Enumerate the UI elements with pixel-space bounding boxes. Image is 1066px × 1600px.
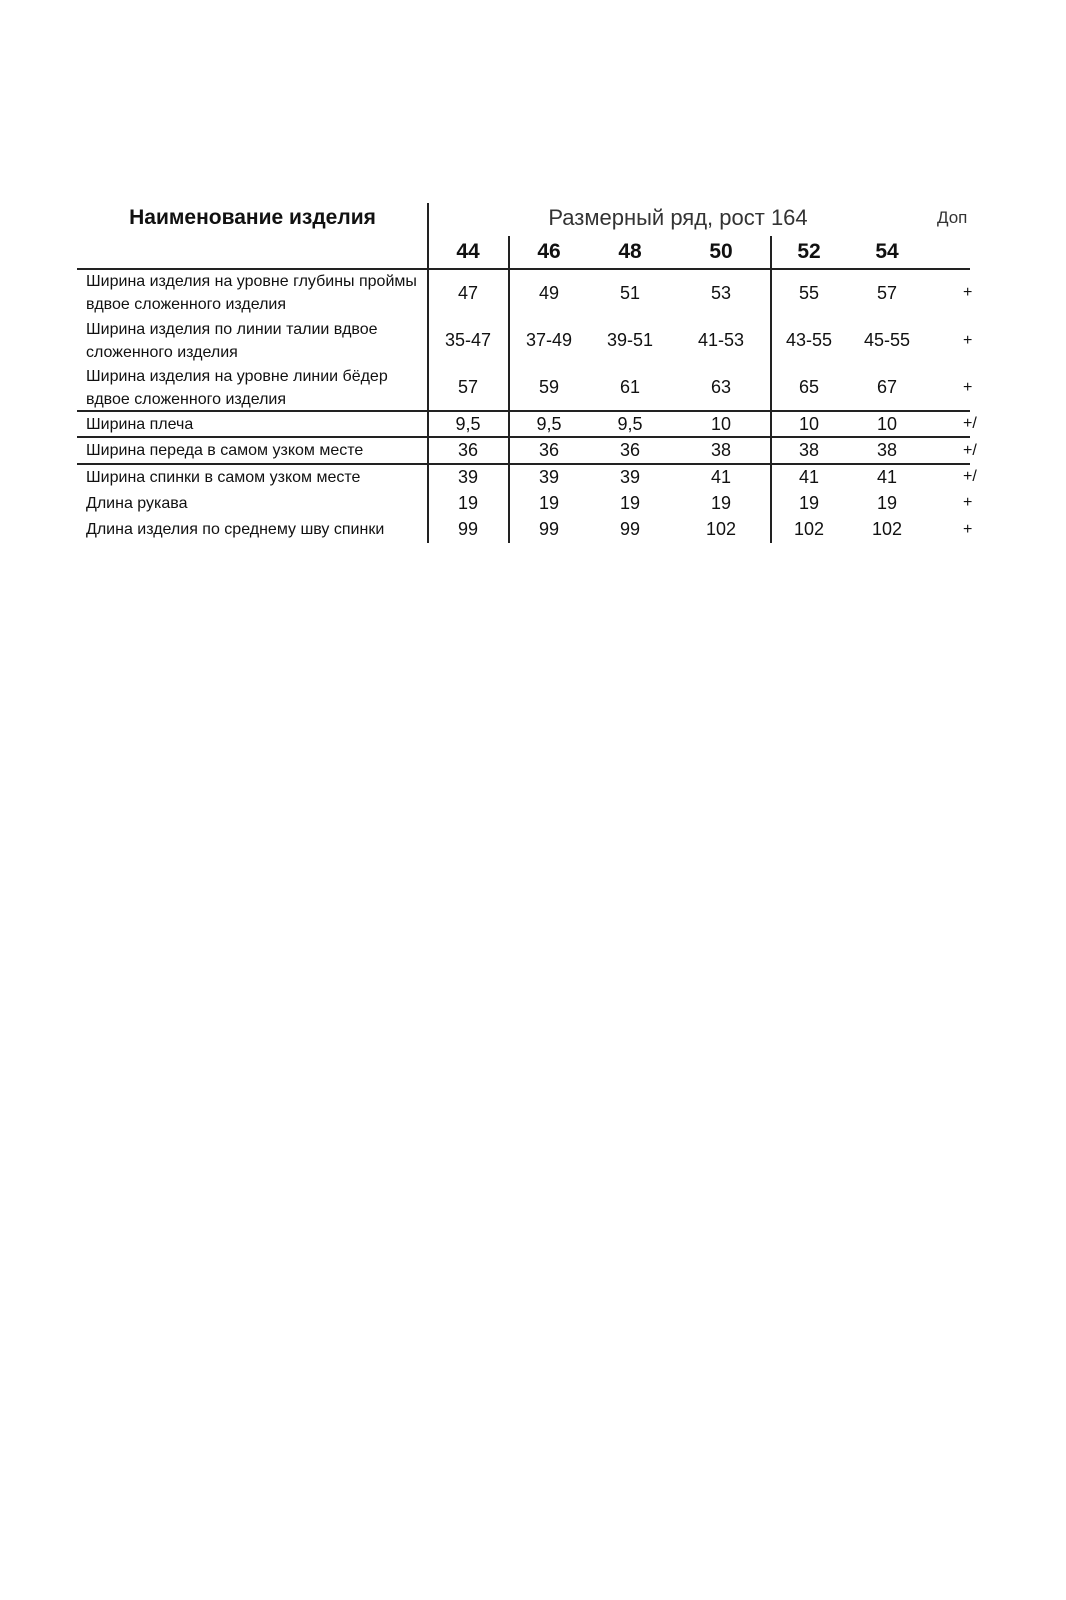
size-header: 48 bbox=[618, 240, 642, 263]
table-cell: 9,5 bbox=[617, 414, 643, 434]
table-cell: 53 bbox=[710, 283, 732, 303]
table-cell: 39-51 bbox=[606, 330, 654, 350]
column-divider bbox=[508, 236, 510, 543]
table-cell: 43-55 bbox=[785, 330, 833, 350]
extra-cell: + bbox=[963, 379, 973, 396]
extra-cell: +/ bbox=[963, 468, 977, 485]
table-cell: 51 bbox=[619, 283, 641, 303]
table-cell: 38 bbox=[798, 440, 820, 460]
table-cell: 57 bbox=[876, 283, 898, 303]
table-cell: 39 bbox=[457, 467, 479, 487]
table-cell: 9,5 bbox=[536, 414, 562, 434]
extra-cell: + bbox=[963, 521, 973, 538]
extra-cell: + bbox=[963, 284, 973, 301]
table-cell: 10 bbox=[798, 414, 820, 434]
row-label: Длина изделия по среднему шву спинки bbox=[86, 521, 385, 538]
row-divider bbox=[77, 436, 970, 438]
size-header: 52 bbox=[797, 240, 821, 263]
table-cell: 10 bbox=[876, 414, 898, 434]
table-cell: 35-47 bbox=[444, 330, 492, 350]
table-cell: 49 bbox=[538, 283, 560, 303]
row-label: Ширина спинки в самом узком месте bbox=[86, 469, 361, 486]
extra-column-header: Доп bbox=[937, 208, 968, 227]
table-title: Наименование изделия bbox=[129, 206, 376, 229]
table-cell: 41-53 bbox=[697, 330, 745, 350]
table-cell: 19 bbox=[798, 493, 820, 513]
table-cell: 41 bbox=[876, 467, 898, 487]
table-cell: 45-55 bbox=[863, 330, 911, 350]
table-cell: 19 bbox=[619, 493, 641, 513]
size-header: 54 bbox=[875, 240, 899, 263]
table-cell: 10 bbox=[710, 414, 732, 434]
row-divider bbox=[77, 410, 970, 412]
table-cell: 38 bbox=[876, 440, 898, 460]
row-label: Ширина изделия на уровне линии бёдер вдвое сложенного изделия bbox=[86, 368, 388, 408]
table-cell: 19 bbox=[538, 493, 560, 513]
table-cell: 41 bbox=[710, 467, 732, 487]
table-cell: 102 bbox=[705, 519, 737, 539]
table-cell: 19 bbox=[457, 493, 479, 513]
row-label: Ширина плеча bbox=[86, 416, 194, 433]
table-cell: 63 bbox=[710, 377, 732, 397]
table-cell: 36 bbox=[538, 440, 560, 460]
column-divider bbox=[427, 203, 429, 543]
table-cell: 99 bbox=[619, 519, 641, 539]
table-cell: 59 bbox=[538, 377, 560, 397]
table-cell: 47 bbox=[457, 283, 479, 303]
table-cell: 55 bbox=[798, 283, 820, 303]
table-cell: 36 bbox=[619, 440, 641, 460]
table-cell: 67 bbox=[876, 377, 898, 397]
row-label: Ширина изделия по линии талии вдвое сложенного изделия bbox=[86, 321, 378, 361]
table-cell: 102 bbox=[871, 519, 903, 539]
column-divider bbox=[770, 236, 772, 543]
table-cell: 19 bbox=[876, 493, 898, 513]
extra-cell: + bbox=[963, 494, 973, 511]
table-cell: 39 bbox=[538, 467, 560, 487]
table-cell: 38 bbox=[710, 440, 732, 460]
table-cell: 19 bbox=[710, 493, 732, 513]
size-header: 50 bbox=[709, 240, 733, 263]
extra-cell: + bbox=[963, 332, 973, 349]
table-cell: 99 bbox=[538, 519, 560, 539]
size-header: 44 bbox=[456, 240, 480, 263]
size-chart-table bbox=[77, 203, 977, 543]
row-label: Ширина изделия на уровне глубины проймы вдвое сложенного изделия bbox=[86, 273, 417, 313]
size-header: 46 bbox=[537, 240, 561, 263]
table-cell: 61 bbox=[619, 377, 641, 397]
table-cell: 37-49 bbox=[525, 330, 573, 350]
extra-cell: +/ bbox=[963, 442, 977, 459]
table-cell: 57 bbox=[457, 377, 479, 397]
extra-cell: +/ bbox=[963, 415, 977, 432]
row-label: Длина рукава bbox=[86, 495, 188, 512]
table-cell: 36 bbox=[457, 440, 479, 460]
row-divider bbox=[77, 268, 970, 270]
table-cell: 9,5 bbox=[455, 414, 481, 434]
table-cell: 102 bbox=[793, 519, 825, 539]
table-cell: 99 bbox=[457, 519, 479, 539]
table-cell: 39 bbox=[619, 467, 641, 487]
table-cell: 41 bbox=[798, 467, 820, 487]
table-cell: 65 bbox=[798, 377, 820, 397]
row-divider bbox=[77, 463, 970, 465]
row-label: Ширина переда в самом узком месте bbox=[86, 442, 364, 459]
size-range-header: Размерный ряд, рост 164 bbox=[548, 205, 808, 230]
